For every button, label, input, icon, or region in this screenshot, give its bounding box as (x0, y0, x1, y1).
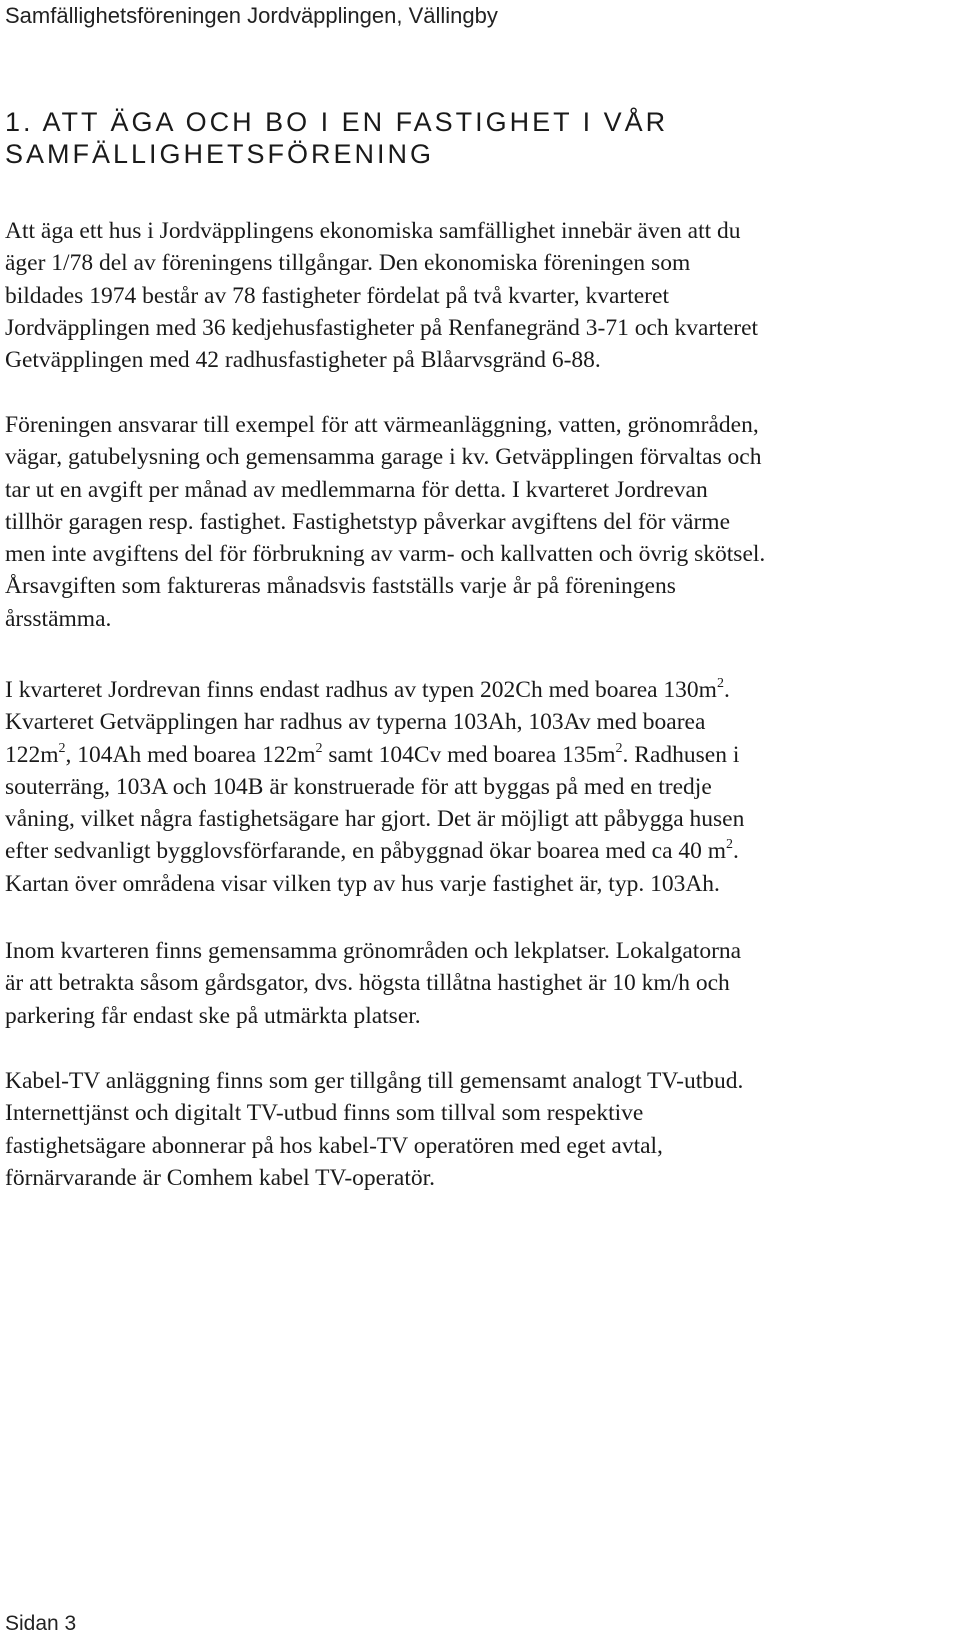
text-line: Internettjänst och digitalt TV-utbud finns som tillval som respektive (5, 1100, 644, 1127)
text-line: tar ut en avgift per månad av medlemmarna för detta. I kvarteret Jordrevan (5, 476, 708, 503)
text-line: Att äga ett hus i Jordväpplingens ekonomiska samfällighet innebär även att du (5, 218, 741, 244)
text-line: Årsavgiften som faktureras månadsvis fastställs varje år på föreningens (5, 573, 676, 600)
running-header: Samfällighetsföreningen Jordväpplingen, Vällingby (5, 3, 498, 28)
text-line: bildades 1974 består av 78 fastigheter fördelat på två kvarter, kvarteret (5, 282, 669, 309)
text-line: förnärvarande är Comhem kabel TV-operatör. (5, 1164, 436, 1191)
superscript: 2 (315, 740, 323, 756)
superscript: 2 (716, 676, 724, 691)
text-line: Föreningen ansvarar till exempel för att värmeanläggning, vatten, grönområden, (5, 412, 759, 438)
text-line: fastighetsägare abonnerar på hos kabel-TV operatören med eget avtal, (5, 1132, 663, 1159)
text-line: tillhör garagen resp. fastighet. Fastighetstyp påverkar avgiftens del för värme (5, 508, 731, 535)
text-line: äger 1/78 del av föreningens tillgångar. Den ekonomiska föreningen som (5, 250, 691, 277)
text-line (5, 835, 945, 867)
superscript: 2 (726, 837, 734, 853)
page-number: Sidan 3 (5, 1612, 77, 1635)
text-fragment: . (733, 838, 739, 865)
text-line: årsstämma. (5, 605, 112, 632)
text-line: är att betrakta såsom gårdsgator, dvs. högsta tillåtna hastighet är 10 km/h och (5, 970, 730, 997)
text-line: men inte avgiftens del för förbrukning av varm- och kallvatten och övrig skötsel. (5, 541, 766, 568)
text-line (5, 674, 945, 706)
superscript: 2 (615, 740, 623, 756)
text-line: Kvarteret Getväpplingen har radhus av typerna 103Ah, 103Av med boarea (5, 709, 706, 736)
text-fragment: I kvarteret Jordrevan finns endast radhus av typen 202Ch med boarea 130m (5, 677, 717, 703)
paragraph-green-areas (5, 935, 945, 1032)
text-line: parkering får endast ske på utmärkta platser. (5, 1002, 421, 1029)
text-fragment: samt 104Cv med boarea 135m (322, 741, 616, 768)
paragraph-house-types (5, 674, 945, 900)
text-line: Inom kvarteren finns gemensamma grönområden och lekplatser. Lokalgatorna (5, 938, 742, 964)
text-fragment: . Radhusen i (622, 741, 740, 768)
text-line: våning, vilket några fastighetsägare har gjort. Det är möjligt att påbygga husen (5, 806, 745, 833)
text-fragment: . (723, 677, 730, 703)
text-fragment: 122m (5, 741, 59, 768)
text-line: souterräng, 103A och 104B är konstruerade för att byggas på med en tredje (5, 773, 712, 800)
paragraph-cable-tv (5, 1065, 945, 1194)
text-line: vägar, gatubelysning och gemensamma garage i kv. Getväpplingen förvaltas och (5, 444, 762, 471)
superscript: 2 (58, 740, 66, 756)
text-fragment: , 104Ah med boarea 122m (65, 741, 316, 768)
section-title-line: 1. ATT ÄGA OCH BO I EN FASTIGHET I VÅR (5, 107, 669, 137)
text-line (5, 739, 945, 771)
text-line: Getväpplingen med 42 radhusfastigheter på Blåarvsgränd 6-88. (5, 347, 601, 374)
text-line: Kartan över områdena visar vilken typ av hus varje fastighet är, typ. 103Ah. (5, 870, 720, 897)
section-title (5, 106, 945, 170)
text-line: Jordväpplingen med 36 kedjehusfastigheter på Renfanegränd 3-71 och kvarteret (5, 314, 759, 341)
paragraph-responsibilities (5, 409, 945, 635)
section-title-line: SAMFÄLLIGHETSFÖRENING (5, 139, 435, 169)
paragraph-ownership (5, 215, 945, 376)
text-line: Kabel-TV anläggning finns som ger tillgång till gemensamt analogt TV-utbud. (5, 1068, 744, 1094)
text-fragment: efter sedvanligt bygglovsförfarande, en påbyggnad ökar boarea med ca 40 m (5, 838, 727, 865)
